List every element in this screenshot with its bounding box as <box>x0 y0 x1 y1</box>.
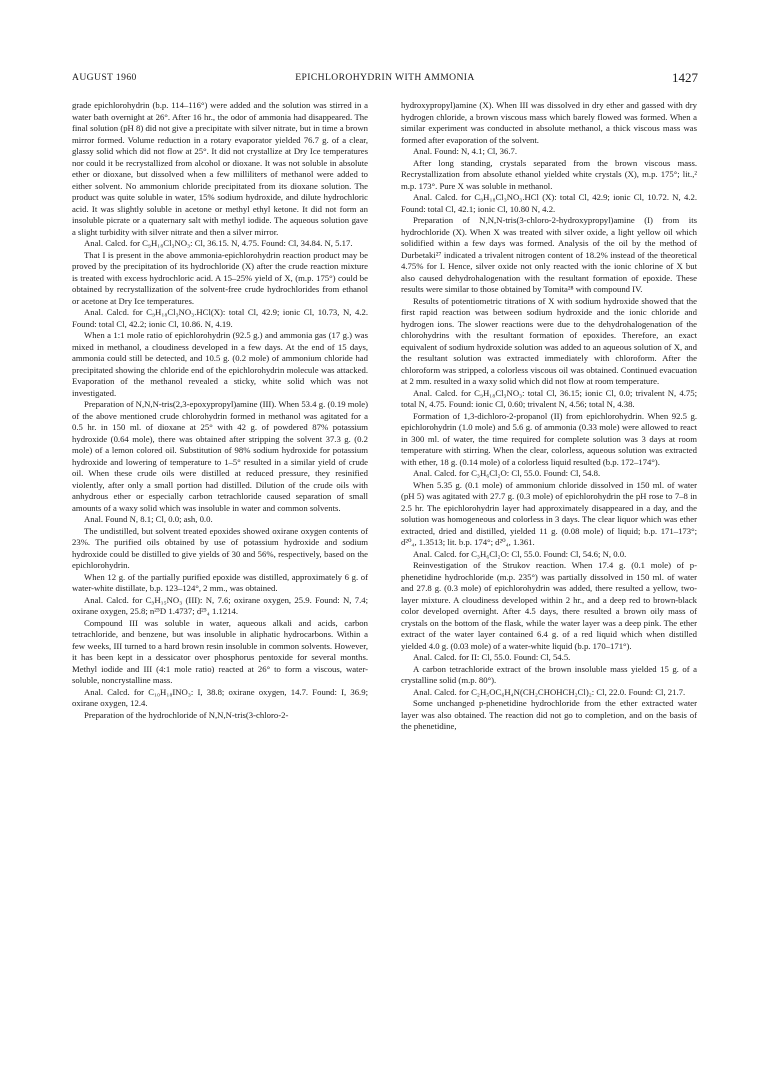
paragraph: A carbon tetrachloride extract of the brown insoluble mass yielded 15 g. of a crystalline solid (m.p. 80°). <box>401 663 697 685</box>
paragraph: hydroxypropyl)amine (X). When III was dissolved in dry ether and gassed with dry hydrogen chloride, a brown viscous mass which barely flowed was formed. When a similar experiment was conducted in absolute methanol, a thick viscous mass was formed after evaporation of the solvent. <box>401 100 697 145</box>
page-number: 1427 <box>672 70 698 85</box>
paragraph: grade epichlorohydrin (b.p. 114–116°) were added and the solution was stirred in a water bath overnight at 26°. After 16 hr., the odor of ammonia had disappeared. The final solution (pH 8) did not give a precipitate with silver nitrate, but in time a brown mirror formed. Volume reduction in a rotary evaporator yielded 76.7 g. of a clear, glassy solid which did not flow at 25°. It did not crystallize at Dry Ice temperatures nor could it be recrystallized from alcohol or dioxane. It was not soluble in absolute ether or dioxane, but dissolved when a few milliliters of methanol were added to either solvent. No ammonium chloride precipitated from its dioxane solution. The product was quite soluble in water, 15% sodium hydroxide, and dilute hydrochloric acid. It was slightly soluble in acetone or methyl ethyl ketone. It did not form an insoluble picrate or a quaternary salt with methyl iodide. The aqueous solution gave a slight turbidity with silver nitrate and then a silver mirror. <box>72 100 368 237</box>
paragraph: Preparation of N,N,N-tris(2,3-epoxypropyl)amine (III). When 53.4 g. (0.19 mole) of the above mentioned crude chlorohydrin formed in methanol was agitated for a 0.5 hr. in 150 ml. of dioxane at 25° with 42 g. of powdered 87% potassium hydroxide (0.64 mole), there was obtained after stripping the solvent 37.3 g. (0.2 mole) of a lemon colored oil. Substitution of 98% sodium hydroxide for potassium hydroxide and lowering of temperature to 1–5° resulted in a similar yield of crude oil. When these crude oils were distilled at reduced pressure, they resinified violently, after only a small portion had distilled. Dilution of the crude oils with anhydrous ether or especially carbon tetrachloride caused separation of small amounts of a waxy solid which was insoluble in water and common solvents. <box>72 399 368 513</box>
paragraph: Anal. Calcd. for C₉H₁₈Cl₃NO₃: Cl, 36.15. N, 4.75. Found: Cl, 34.84. N, 5.17. <box>84 238 353 248</box>
paragraph: When 5.35 g. (0.1 mole) of ammonium chloride dissolved in 150 ml. of water (pH 5) was agitated with 27.7 g. (0.3 mole) of epichlorohydrin the pH rose to 7–8 in 2.5 hr. The epichlorohydrin layer had approximately disappeared in a day, and the solution was homogeneous and colorless in 3 days. The clear liquor which was ether extracted, dried and distilled, yielded 11 g. (0.08 mole) of liquid; b.p. 171–173°; d²⁰₄, 1.3513; lit. b.p. 174°; d²⁰₄, 1.361. <box>401 479 697 547</box>
paragraph: When 12 g. of the partially purified epoxide was distilled, approximately 6 g. of water-white distillate, b.p. 123–124°, 2 mm., was obtained. <box>72 571 368 593</box>
paragraph: Reinvestigation of the Strukov reaction. When 17.4 g. (0.1 mole) of p-phenetidine hydrochloride (m.p. 235°) was partially dissolved in 150 ml. of water and 27.8 g. (0.3 mole) of epichlorohydrin was added, there resulted a yellow, two-layer mixture. A cloudiness developed within 2 hr., and a deep red to brown-black color developed overnight. After 4.5 days, there resulted a brown oily mass of crystals on the bottom of the flask, while the water layer was a deep pink. The ether extract of the water layer contained 6.4 g. of a red liquid which when distilled yielded 4.0 g. (0.03 mole) of a water-white liquid (b.p. 170–171°). <box>401 560 697 651</box>
header-date: AUGUST 1960 <box>72 72 137 83</box>
left-column <box>72 100 368 721</box>
paragraph: The undistilled, but solvent treated epoxides showed oxirane oxygen contents of 23%. The purified oils obtained by use of potassium hydroxide and sodium hydroxide could be distilled to give yields of 30 and 56%, respectively, based on the epichlorohydrin. <box>72 525 368 570</box>
paragraph: Preparation of N,N,N-tris(3-chloro-2-hydroxypropyl)amine (I) from its hydrochloride (X). When X was treated with silver oxide, a light yellow oil which solidified within a few days was formed. Analysis of the oil by the method of Durbetaki²⁷ indicated a trivalent nitrogen content of 18.2% instead of the theoretical 4.75% for I. Hence, silver oxide not only reacted with the ionic chlorine of X but also caused dehydrohalogenation with the resultant formation of epoxide. These results were similar to those obtained by Tomita²⁸ with compound IV. <box>401 215 697 294</box>
paragraph: Anal. Calcd. for II: Cl, 55.0. Found: Cl, 54.5. <box>413 652 571 662</box>
paragraph: Anal. Found N, 8.1; Cl, 0.0; ash, 0.0. <box>84 514 213 524</box>
paragraph: Anal. Calcd. for C₂H₅OC₆H₄N(CH₂CHOHCH₂Cl)₂: Cl, 22.0. Found: Cl, 21.7. <box>413 686 686 697</box>
paragraph: Anal. Calcd. for C₃H₆Cl₂O: Cl, 55.0. Found: Cl, 54.8. <box>413 468 601 478</box>
right-column <box>401 100 697 733</box>
paragraph: Anal. Found: N, 4.1; Cl, 36.7. <box>413 146 518 156</box>
paragraph: Some unchanged p-phenetidine hydrochloride from the ether extracted water layer was also obtained. The reaction did not go to completion, and on the basis of the phenetidine, <box>401 698 697 731</box>
paragraph: Anal. Calcd. for C₉H₁₈Cl₃NO₃.HCl (X): total Cl, 42.9; ionic Cl, 10.72. N, 4.2. Found: total Cl, 42.1; ionic Cl, 10.80 N, 4.2. <box>401 192 697 214</box>
paragraph: After long standing, crystals separated from the brown viscous mass. Recrystallization from absolute ethanol yielded white crystals (X), m.p. 175°; lit.,² m.p. 173°. Pure X was soluble in methanol. <box>401 157 697 191</box>
running-header <box>72 72 698 88</box>
paragraph: Preparation of the hydrochloride of N,N,N-tris(3-chloro-2- <box>84 709 289 720</box>
paragraph: When a 1:1 mole ratio of epichlorohydrin (92.5 g.) and ammonia gas (17 g.) was mixed in methanol, a cloudiness developed in a few days. At the end of 15 days, ammonia could still be detected, and 10.5 g. (0.2 mole) of ammonium chloride had precipitated showing the chloride end of the epichlorohydrin molecule was attacked. Evaporation of the methanol revealed a sticky, white solid which was not investigated. <box>72 330 368 398</box>
paragraph: Anal. Calcd. for C₉H₁₈Cl₃NO₃: total Cl, 36.15; ionic Cl, 0.0; trivalent N, 4.75; total N, 4.75. Found: ionic Cl, 0.60; trivalent N, 4.56; total N, 4.38. <box>401 387 697 409</box>
paragraph: Anal. Calcd. for C₃H₆Cl₂O: Cl, 55.0. Found: Cl, 54.6; N, 0.0. <box>413 548 627 559</box>
paragraph: Formation of 1,3-dichloro-2-propanol (II) from epichlorohydrin. When 92.5 g. epichlorohydrin (1.0 mole) and 5.6 g. of ammonia (0.33 mole) were allowed to react in 300 ml. of water, the time required for complete solution was 3 days at room temperature with stirring. When the clear, colorless, aqueous solution was extracted with ether, 18 g. (0.14 mole) of a colorless liquid resulted (b.p. 172–174°). <box>401 410 697 467</box>
paragraph: Compound III was soluble in water, aqueous alkali and acids, carbon tetrachloride, and benzene, but was insoluble in aliphatic hydrocarbons. Within a few weeks, III turned to a hard brown resin insoluble in common solvents. However, it has been kept in a dessicator over phosphorus pentoxide for several months. Methyl iodide and III (4:1 mole ratio) reacted at 26° to form a viscous, water-soluble, noncrystalline mass. <box>72 617 368 685</box>
header-title: EPICHLOROHYDRIN WITH AMMONIA <box>295 72 475 83</box>
paragraph: Anal. Calcd. for C₉H₁₅NO₃ (III): N, 7.6; oxirane oxygen, 25.9. Found: N, 7.4; oxirane oxygen, 25.8; n²⁵D 1.4737; d²⁵₄ 1.1214. <box>72 594 368 616</box>
paragraph: That I is present in the above ammonia-epichlorohydrin reaction product may be proved by the precipitation of its hydrochloride (X) after the crude reaction mixture is treated with excess hydrochloric acid. A 15–25% yield of X, (m.p. 175°) could be obtained by recrystallization of the solvent-free crude hydrochlorides from ethanol or acetone at Dry Ice temperatures. <box>72 249 368 306</box>
paragraph: Anal. Calcd. for C₁₀H₁₈INO₃: I, 38.8; oxirane oxygen, 14.7. Found: I, 36.9; oxirane oxygen, 12.4. <box>72 686 368 708</box>
paragraph: Anal. Calcd. for C₉H₁₈Cl₃NO₃.HCl(X): total Cl, 42.9; ionic Cl, 10.73, N, 4.2. Found: total Cl, 42.2; ionic Cl, 10.86. N, 4.19. <box>72 307 368 329</box>
paragraph: Results of potentiometric titrations of X with sodium hydroxide showed that the first rapid reaction was between sodium hydroxide and the ionic chloride and hydrogen ions. The slower reactions were due to the dehydrohalogenation of the chlorohydrins with the resultant formation of epoxides. Therefore, an exact equivalent of sodium hydroxide solution was added to an aqueous solution of X, and the resultant solution was extracted immediately with chloroform. After the chloroform was stripped, a colorless viscous oil was obtained. Continued evacuation at 2 mm. resulted in a waxy solid which did not flow at room temperature. <box>401 295 697 386</box>
